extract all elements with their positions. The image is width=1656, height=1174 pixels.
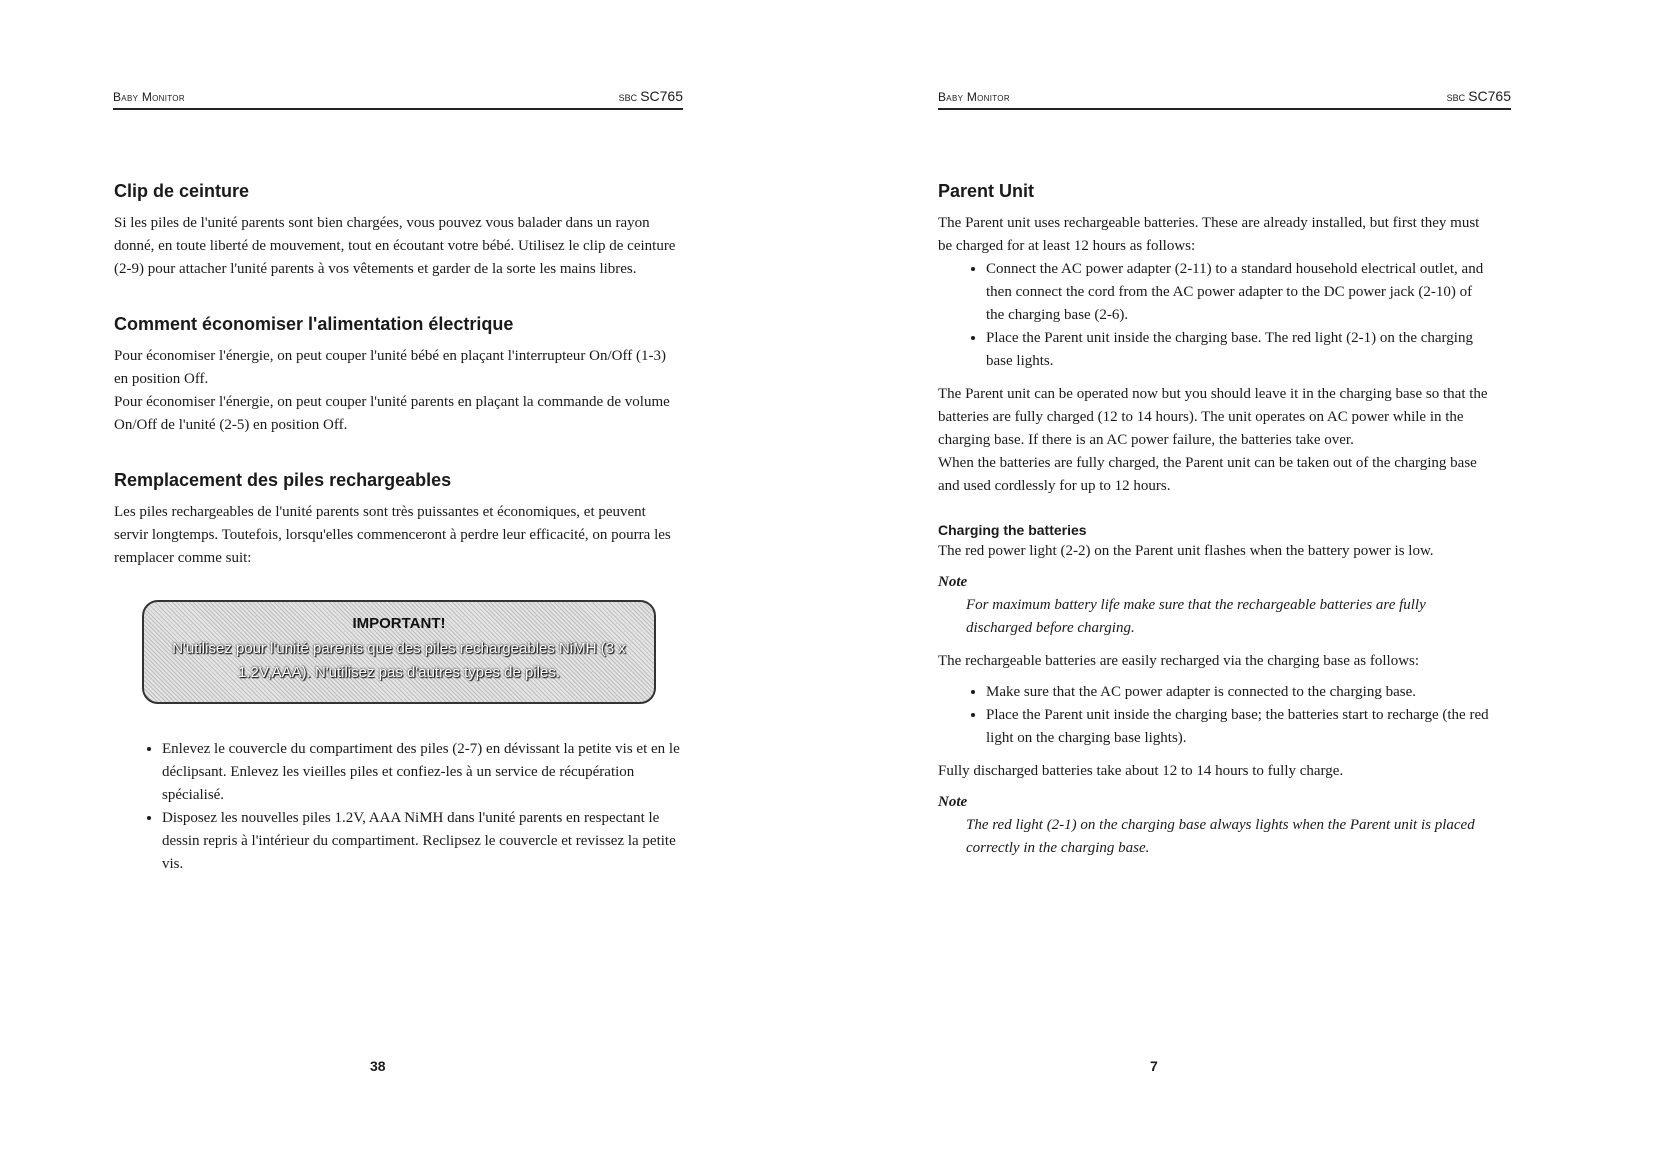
section-body: Pour économiser l'énergie, on peut couper l'unité parents en plaçant la commande de volume On/Off de l'unité (2-5) en position Off. xyxy=(114,394,670,433)
note-label: Note xyxy=(938,794,968,810)
note-text: The red light (2-1) on the charging base always lights when the Parent unit is placed correctly in the charging base. xyxy=(966,817,1475,856)
intro-text: The Parent unit uses rechargeable batteries. These are already installed, but first they must be charged for at least 12 hours as follows: xyxy=(938,215,1480,254)
header-model xyxy=(1447,88,1511,104)
paragraph: The red power light (2-2) on the Parent unit flashes when the battery power is low. xyxy=(938,543,1434,559)
replacement-steps xyxy=(114,738,682,876)
header-title: Baby Monitor xyxy=(938,90,1010,104)
page-header xyxy=(938,88,1511,110)
section-power-saving xyxy=(114,313,682,437)
section-body: Pour économiser l'énergie, on peut couper l'unité bébé en plaçant l'interrupteur On/Off (1-3) en position Off. xyxy=(114,348,666,387)
page-number: 38 xyxy=(370,1058,386,1074)
setup-steps xyxy=(938,258,1490,373)
right-content xyxy=(938,180,1490,860)
model-number: SC765 xyxy=(1468,88,1511,104)
important-title: IMPORTANT! xyxy=(352,615,446,632)
list-item: • Make sure that the AC power adapter is connected to the charging base. xyxy=(986,681,1490,704)
list-item: • Disposez les nouvelles piles 1.2V, AAA NiMH dans l'unité parents en respectant le dessin repris à l'intérieur du compartiment. Reclipsez le couvercle et revissez la petite vis. xyxy=(162,807,682,876)
note-label: Note xyxy=(938,574,968,590)
page-number: 7 xyxy=(1150,1058,1158,1074)
list-item: • Place the Parent unit inside the charging base. The red light (2-1) on the charging base lights. xyxy=(986,327,1490,373)
section-body: Les piles rechargeables de l'unité parents sont très puissantes et économiques, et peuvent servir longtemps. Toutefois, lorsqu'elles commenceront à perdre leur efficacité, on pourra les remplacer comme suit: xyxy=(114,504,671,566)
section-heading: Clip de ceinture xyxy=(114,181,250,201)
important-text: N'utilisez pour l'unité parents que des piles rechargeables NiMH (3 x 1.2V,AAA). N'utilisez pas d'autres types de piles. xyxy=(172,640,626,681)
paragraph: The Parent unit can be operated now but you should leave it in the charging base so that the batteries are fully charged (12 to 14 hours). The unit operates on AC power while in the charging base. If there is an AC power failure, the batteries take over. xyxy=(938,386,1488,448)
model-prefix: SBC xyxy=(618,93,638,103)
paragraph: The rechargeable batteries are easily recharged via the charging base as follows: xyxy=(938,653,1420,669)
model-number: SC765 xyxy=(640,88,683,104)
left-content xyxy=(114,180,682,876)
list-item: • Connect the AC power adapter (2-11) to a standard household electrical outlet, and then connect the cord from the AC power adapter to the DC power jack (2-10) of the charging base (2-6). xyxy=(986,258,1490,327)
right-page xyxy=(828,0,1656,1174)
list-item: • Place the Parent unit inside the charging base; the batteries start to recharge (the red light on the charging base lights). xyxy=(986,704,1490,750)
list-item: • Enlevez le couvercle du compartiment des piles (2-7) en dévissant la petite vis et en le déclipsant. Enlevez les vieilles piles et confiez-les à un service de récupération spécialisé. xyxy=(162,738,682,807)
section-battery-replacement xyxy=(114,469,682,570)
section-heading: Remplacement des piles rechargeables xyxy=(114,470,452,490)
paragraph: When the batteries are fully charged, the Parent unit can be taken out of the charging base and used cordlessly for up to 12 hours. xyxy=(938,455,1477,494)
header-title: Baby Monitor xyxy=(113,90,185,104)
important-box xyxy=(142,600,656,704)
section-belt-clip xyxy=(114,180,682,281)
model-prefix: SBC xyxy=(1446,93,1466,103)
page-header xyxy=(113,88,683,110)
section-heading: Comment économiser l'alimentation électrique xyxy=(114,314,514,334)
header-model xyxy=(619,88,683,104)
section-heading: Parent Unit xyxy=(938,181,1035,201)
recharge-steps xyxy=(938,681,1490,750)
note-text: For maximum battery life make sure that the rechargeable batteries are fully discharged before charging. xyxy=(966,597,1426,636)
subheading: Charging the batteries xyxy=(938,522,1087,538)
paragraph: Fully discharged batteries take about 12 to 14 hours to fully charge. xyxy=(938,763,1344,779)
section-body: Si les piles de l'unité parents sont bien chargées, vous pouvez vous balader dans un rayon donné, en toute liberté de mouvement, tout en écoutant votre bébé. Utilisez le clip de ceinture (2-9) pour attacher l'unité parents à vos vêtements et garder de la sorte les mains libres. xyxy=(114,215,676,277)
